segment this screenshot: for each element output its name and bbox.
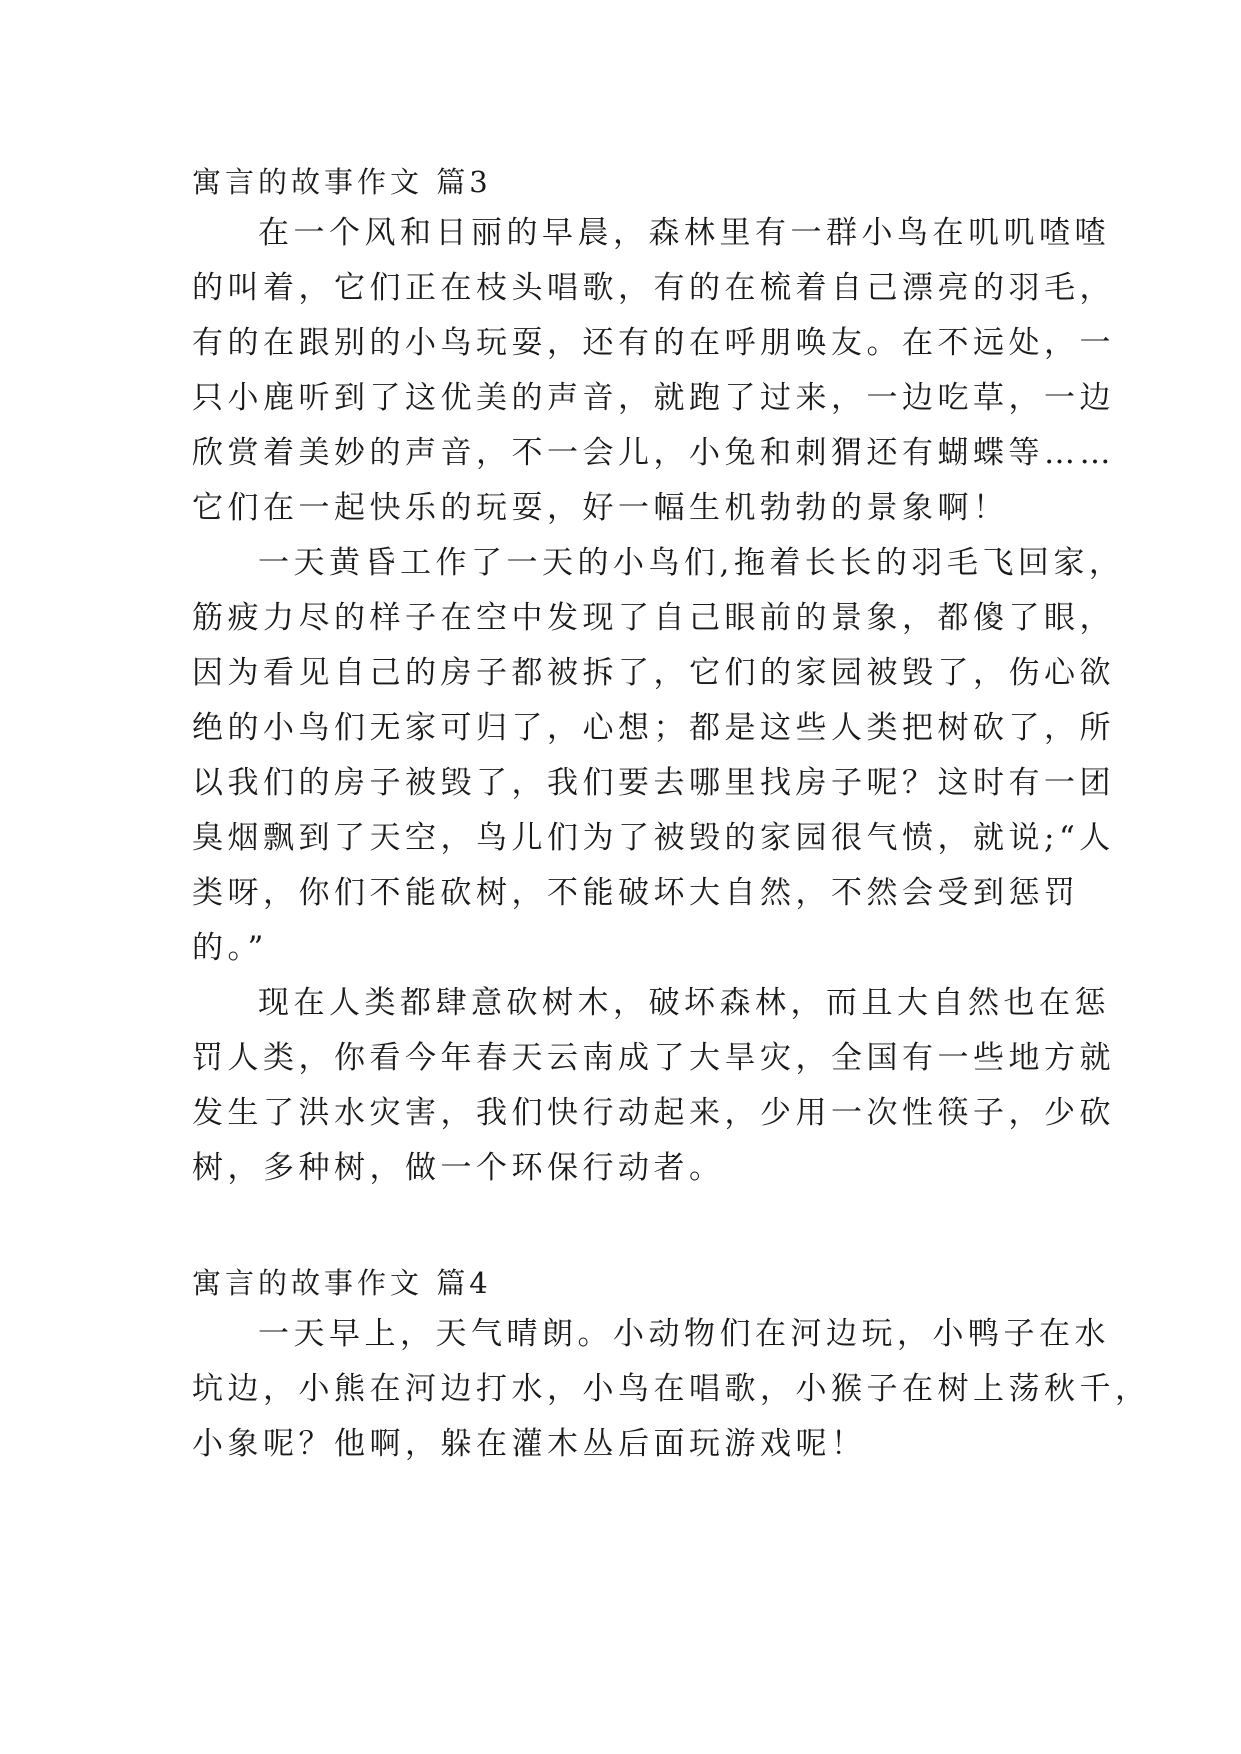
paragraph-line: 有的在跟别的小鸟玩耍，还有的在呼朋唤友。在不远处，一 [192, 325, 1115, 361]
paragraph-line: 绝的小鸟们无家可归了，心想；都是这些人类把树砍了，所 [192, 710, 1115, 746]
paragraph-line: 一天早上，天气晴朗。小动物们在河边玩，小鸭子在水 [258, 1316, 1110, 1352]
section-title-3: 寓言的故事作文 篇3 [192, 165, 492, 199]
paragraph-line: 以我们的房子被毁了，我们要去哪里找房子呢？这时有一团 [192, 765, 1115, 801]
paragraph-line: 的叫着，它们正在枝头唱歌，有的在梳着自己漂亮的羽毛， [192, 270, 1115, 306]
paragraph-line: 在一个风和日丽的早晨，森林里有一群小鸟在叽叽喳喳 [258, 215, 1110, 251]
paragraph-line: 因为看见自己的房子都被拆了，它们的家园被毁了，伤心欲 [192, 655, 1115, 691]
paragraph-line: 现在人类都肆意砍树木，破坏森林，而且大自然也在惩 [258, 985, 1110, 1021]
paragraph-line: 的。” [192, 930, 268, 966]
paragraph-line: 它们在一起快乐的玩耍，好一幅生机勃勃的景象啊！ [192, 490, 1009, 526]
paragraph-line: 只小鹿听到了这优美的声音，就跑了过来，一边吃草，一边 [192, 380, 1115, 416]
paragraph-line: 树，多种树，做一个环保行动者。 [192, 1150, 725, 1186]
document-page [192, 164, 1151, 1481]
paragraph-line: 发生了洪水灾害，我们快行动起来，少用一次性筷子，少砍 [192, 1095, 1115, 1131]
paragraph-line: 坑边，小熊在河边打水，小鸟在唱歌，小猴子在树上荡秋千， [192, 1371, 1151, 1407]
paragraph-line: 臭烟飘到了天空，鸟儿们为了被毁的家园很气愤，就说;“人 [192, 820, 1115, 856]
paragraph-line: 筋疲力尽的样子在空中发现了自己眼前的景象，都傻了眼， [192, 600, 1115, 636]
paragraph-line: 罚人类，你看今年春天云南成了大旱灾，全国有一些地方就 [192, 1040, 1115, 1076]
section-spacer [192, 1205, 1062, 1265]
section-title-4: 寓言的故事作文 篇4 [192, 1266, 492, 1300]
paragraph-line: 欣赏着美妙的声音，不一会儿，小兔和刺猬还有蝴蝶等…… [192, 435, 1115, 471]
paragraph-line: 类呀，你们不能砍树，不能破坏大自然，不然会受到惩罚 [192, 875, 1080, 911]
paragraph-line: 一天黄昏工作了一天的小鸟们,拖着长长的羽毛飞回家， [258, 545, 1125, 581]
paragraph-line: 小象呢？他啊，躲在灌木丛后面玩游戏呢！ [192, 1426, 867, 1462]
